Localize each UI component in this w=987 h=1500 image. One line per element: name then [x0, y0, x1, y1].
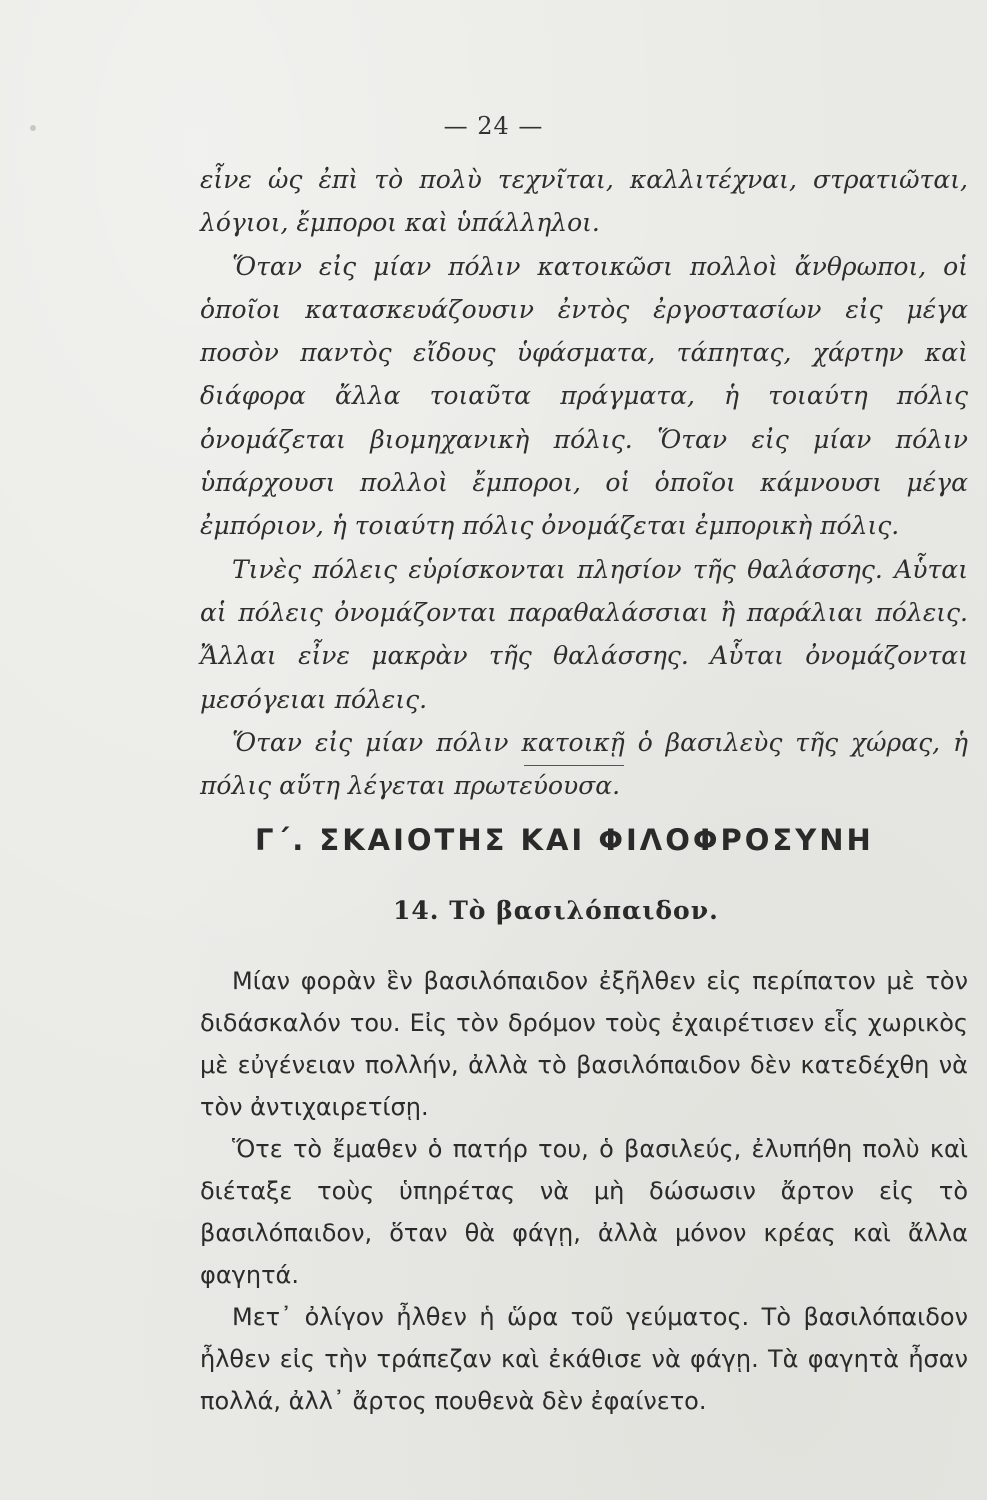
paragraph: Τινὲς πόλεις εὑρίσκονται πλησίον τῆς θαλάσσης. Αὗται αἱ πόλεις ὀνομάζονται παραθαλάσσιαι ἢ παράλιαι πόλεις. Ἄλλαι εἶνε μακρὰν τῆς θαλάσσης. Αὗται ὀνομάζονται μεσόγειαι πόλεις. — [200, 554, 968, 714]
paragraph: Μίαν φορὰν ἓν βασιλόπαιδον ἐξῆλθεν εἰς περίπατον μὲ τὸν διδάσκαλόν του. Εἰς τὸν δρόμον τοὺς ἐχαιρέτισεν εἷς χωρικὸς μὲ εὐγένειαν πολλήν, ἀλλὰ τὸ βασιλόπαιδον δὲν κατεδέχθη νὰ τὸν ἀντιχαιρετίσῃ. — [200, 967, 968, 1121]
paragraph: εἶνε ὡς ἐπὶ τὸ πολὺ τεχνῖται, καλλιτέχναι, στρατιῶται, λόγιοι, ἔμποροι καὶ ὑπάλληλοι. — [200, 165, 968, 238]
page-number: — 24 — — [443, 112, 544, 140]
paragraph: Ὅταν εἰς μίαν πόλιν κατοικῶσι πολλοὶ ἄνθρωποι, οἱ ὁποῖοι κατασκευάζουσιν ἐντὸς ἐργοστασίων εἰς μέγα ποσὸν παντὸς εἴδους ὑφάσματα, τάπητας, χάρτην καὶ διάφορα ἄλλα τοιαῦτα πράγματα, ἡ τοιαύτη πόλις ὀνομάζεται βιομηχανικὴ πόλις. Ὅταν εἰς μίαν πόλιν ὑπάρχουσι πολλοὶ ἔμποροι, οἱ ὁποῖοι κάμνουσι μέγα ἐμπόριον, ἡ τοιαύτη πόλις ὀνομάζεται ἐμπορικὴ πόλις. — [200, 251, 968, 541]
paragraph: Μετ᾽ ὀλίγον ἦλθεν ἡ ὥρα τοῦ γεύματος. Τὸ βασιλόπαιδον ἦλθεν εἰς τὴν τράπεζαν καὶ ἐκάθισε νὰ φάγῃ. Τὰ φαγητὰ ἦσαν πολλά, ἀλλ᾽ ἄρτος πουθενὰ δὲν ἐφαίνετο. — [200, 1303, 968, 1415]
lesson-text — [200, 960, 968, 1422]
italic-text-section — [200, 158, 968, 807]
section-divider — [524, 765, 624, 766]
lesson-title: 14. Τὸ βασιλόπαιδον. — [393, 896, 719, 925]
section-heading: Γ΄. ΣΚΑΙΟΤΗΣ ΚΑΙ ΦΙΛΟΦΡΟΣΥΝΗ — [255, 823, 874, 857]
paragraph: Ὅταν εἰς μίαν πόλιν κατοικῇ ὁ βασιλεὺς τῆς χώρας, ἡ πόλις αὕτη λέγεται πρωτεύουσα. — [200, 727, 968, 801]
paragraph: Ὅτε τὸ ἔμαθεν ὁ πατήρ του, ὁ βασιλεύς, ἐλυπήθη πολὺ καὶ διέταξε τοὺς ὑπηρέτας νὰ μὴ δώσωσιν ἄρτον εἰς τὸ βασιλόπαιδον, ὅταν θὰ φάγῃ, ἀλλὰ μόνον κρέας καὶ ἄλλα φαγητά. — [200, 1135, 968, 1289]
